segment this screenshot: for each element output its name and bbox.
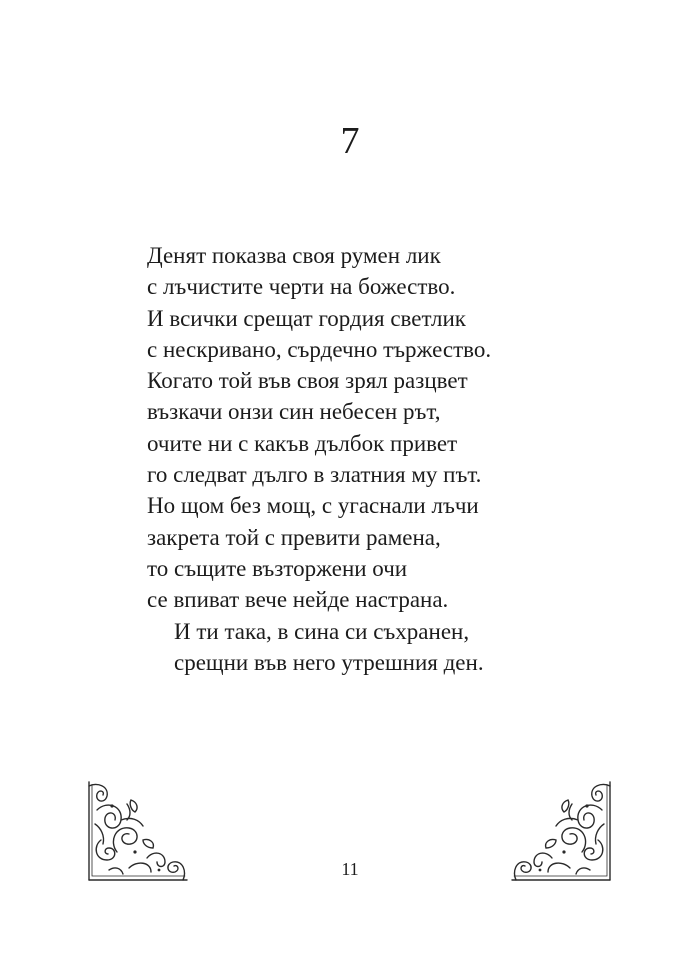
poem-line: закрета той с превити рамена, <box>147 524 441 550</box>
poem-line: възкачи онзи син небесен рът, <box>147 399 441 425</box>
poem-line: то същите възторжени очи <box>147 555 408 581</box>
poem-line: И всички срещат гордия светлик <box>147 305 466 331</box>
poem-line: с лъчистите черти на божество. <box>147 274 456 300</box>
poem-line: Денят показва своя румен лик <box>147 243 441 268</box>
poem-line: Но щом без мощ, с угаснали лъчи <box>147 493 479 519</box>
poem-line: го следват дълго в златния му път. <box>147 462 482 488</box>
poem-line: се впиват вече нейде настрана. <box>147 587 449 613</box>
poem-body <box>147 240 567 678</box>
couplet-line: И ти така, в сина си съхранен, <box>174 618 470 644</box>
poem-line: очите ни с какъв дълбок привет <box>147 430 458 456</box>
poem-line: Когато той във своя зрял разцвет <box>147 368 468 394</box>
couplet-line: срещни във него утрешния ден. <box>174 649 484 675</box>
sonnet-number: 7 <box>340 120 360 162</box>
poem-line: с нескривано, сърдечно тържество. <box>147 336 492 362</box>
page-number: 11 <box>341 859 359 879</box>
